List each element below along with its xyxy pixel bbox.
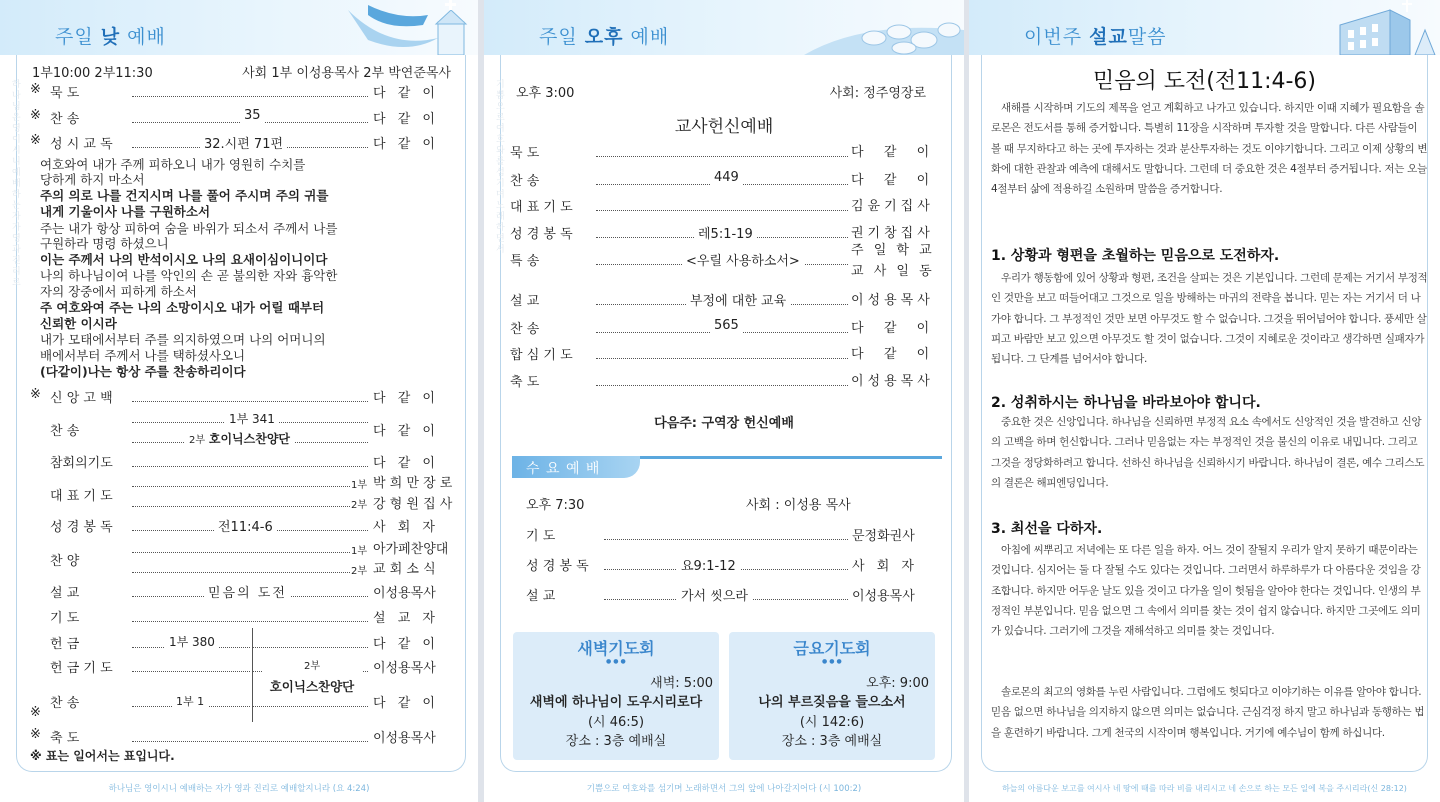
row-label: 기 도: [526, 529, 556, 544]
offering-choir: 호이닉스찬양단: [256, 677, 368, 695]
card-title: 새벽기도회: [577, 639, 655, 658]
row-label: 설 교: [526, 589, 556, 604]
panel-title: 이번주 설교말씀: [1024, 26, 1167, 48]
point-1-body: 우리가 행동함에 있어 상황과 형편, 조건을 살피는 것은 기본입니다. 그런데 문제는 거기서 부정적인 것만을 보고 떠들어대고 그것으로 일을 방해하는 마귀의 전략을 봅니다. 믿는 자는 거기서 더 나가야 합니다. 그 부정적인 것만 보면 아무것도 할 수 없습니다. 그것을 뛰어넘어야 합니다. 풍세만 살피고 바람만 보고 있으면 아무것도 할 것이 없습니다. 그것이 지혜로운 것이라고 생각하면 실패자가 됩니다. 그 단계를 넘어서야 합니다.: [991, 272, 1428, 366]
point-2-heading: 2. 성취하시는 하나님을 바라보아야 합니다.: [991, 395, 1261, 411]
sunday-afternoon-panel: [484, 0, 964, 802]
sermon-title: 믿음의 도전: [204, 582, 291, 601]
building-illustration: [1330, 0, 1440, 55]
row-detail: 565: [710, 318, 743, 333]
footer-verse: 하늘의 아름다운 보고를 여시사 네 땅에 때를 따라 비를 내리시고 네 손으로 하는 모든 일에 복을 주시리라(신 28:12): [1002, 784, 1407, 793]
row-label: 찬 송: [510, 322, 540, 337]
hymn-1st: 1부 341: [225, 410, 279, 427]
row-label: 설 교: [50, 586, 80, 601]
row-detail: 레5:1-19: [694, 223, 757, 242]
service-time: 오후 3:00: [516, 86, 575, 101]
point-3-body: 아침에 씨뿌리고 저녁에는 또 다른 일을 하자. 어느 것이 잘될지 우리가 알지 못하기 때문이라는 것입니다. 심지어는 둘 다 잘될 수도 있다는 것입니다. 그러면서 하루하루가 다 아름다운 것임을 강조합니다. 하지만 어두운 날도 있을 것이고 다가올 일이 헛됨을 알아야 한다는 것입니다. 인생의 부정적인 부분입니다. 믿음 없으면 그 속에서 의미를 찾는 것이 쉽지 않습니다. 하지만 그곳에도 의미가 있습니다. 그러기에 그것을 재해석하고 의미를 찾는 것입니다.: [991, 544, 1421, 638]
card-title: 금요기도회: [793, 639, 871, 658]
card-subtitle: 새벽에 하나님이 도우시리로다: [529, 695, 703, 710]
row-person: 다 같 이: [373, 696, 439, 711]
panel-title: 주일 낮 예배: [55, 26, 166, 48]
row-person: 문정화권사: [852, 529, 915, 544]
card-ref: (시 142:6): [799, 715, 865, 730]
sermon-panel: [969, 0, 1440, 802]
row-label: 찬 송: [50, 696, 80, 711]
row-person: 사 회 자: [373, 520, 439, 535]
row-person: 권기창집사: [851, 226, 934, 241]
row-person: 이성용목사: [851, 374, 934, 389]
row-label: 축 도: [50, 731, 80, 746]
row-person: 다 같 이: [851, 145, 934, 160]
row-detail: 449: [710, 170, 743, 185]
row-label: 성 경 봉 독: [510, 227, 573, 242]
service-leader: 사회: 정주영장로: [829, 86, 926, 101]
row-person: 사 회 자: [852, 559, 918, 574]
row-person: 이성용목사: [373, 661, 436, 676]
row-label: 설 교: [510, 294, 540, 309]
row-label: 참회의기도: [50, 456, 113, 471]
service-times: 1부10:00 2부11:30: [32, 66, 153, 81]
row-detail: <우릴 사용하소서>: [682, 250, 804, 269]
footer-verse: 기쁨으로 여호와를 섬기며 노래하면서 그의 앞에 나아갈지어다 (시 100:2): [586, 784, 862, 794]
panel-title: 주일 오후 예배: [539, 26, 670, 48]
wed-time: 오후 7:30: [526, 498, 585, 513]
scripture-ref: 전11:4-6: [214, 516, 277, 535]
row-detail: 요9:1-12: [677, 555, 740, 574]
panel-header: [969, 0, 1440, 55]
card-ref: (시 46:5): [587, 715, 645, 730]
service-title: 교사헌신예배: [674, 117, 774, 137]
hymn-number: 35: [240, 108, 265, 123]
row-label: 묵 도: [510, 146, 540, 161]
row-label: 찬 양: [50, 554, 80, 569]
row-person: 다 같 이: [373, 137, 439, 152]
panel-header: [0, 0, 478, 55]
wed-leader: 사회 : 이성용 목사: [746, 498, 851, 513]
row-person: 다 같 이: [373, 391, 439, 406]
closing-paragraph: 솔로몬의 최고의 영화를 누린 사람입니다. 그럼에도 헛되다고 이야기하는 이유를 알아야 합니다. 믿음 없으면 하나님을 의지하지 않으면 의미는 없습니다. 근심걱정 하지 말고 하나님과 동행하는 법을 훈련하기 바랍니다. 그게 천국의 시작이며 행복입니다. 거기에 예수님이 함께 하십니다.: [991, 686, 1425, 739]
row-person: 이성용목사: [373, 731, 436, 746]
card-place: 장소 : 3층 예배실: [565, 734, 667, 749]
row-person: 이성용목사: [373, 586, 436, 601]
row-person: 다 같 이: [373, 637, 439, 652]
point-2-body: 중요한 것은 신앙입니다. 하나님을 신뢰하면 부정적 요소 속에서도 신앙적인 것을 발견하고 신앙의 고백을 하며 헌신합니다. 그러나 믿음없는 자는 부정적인 것을 불신의 이유로 내밉니다. 그리고 그것을 정당화하려고 합니다. 선하신 하나님을 신뢰하시기 바랍니다. 하나님이 결론, 예수 그리스도의 결론은 해피엔딩입니다.: [991, 416, 1425, 489]
church-illustration: [328, 0, 478, 55]
row-label: 대 표 기 도: [510, 200, 573, 215]
standing-note: ※ 표는 일어서는 표입니다.: [30, 749, 175, 763]
row-detail: 부정에 대한 교육: [686, 290, 790, 309]
point-3-heading: 3. 최선을 다하자.: [991, 521, 1103, 537]
row-person: 주 일 학 교 교 사 일 동: [851, 243, 935, 279]
row-label: 대 표 기 도: [50, 489, 113, 504]
row-label: 찬 송: [50, 424, 80, 439]
dawn-prayer-card: 새벽기도회 ●●● 새벽: 5:00 새벽에 하나님이 도우시리로다 (시 46:5) 장소 : 3층 예배실: [513, 632, 719, 760]
row-person: 아가페찬양대: [373, 542, 449, 557]
service-leader: 사회 1부 이성용목사 2부 박연준목사: [242, 66, 451, 81]
sheep-illustration: [804, 0, 964, 55]
row-label: 찬 송: [50, 112, 80, 127]
row-detail: 가서 씻으라: [677, 585, 752, 604]
next-week-notice: 다음주: 구역장 헌신예배: [654, 416, 794, 431]
footer-verse: 하나님은 영이시니 예배하는 자가 영과 진리로 예배할지니라 (요 4:24): [108, 784, 370, 794]
card-place: 장소 : 3층 예배실: [781, 734, 883, 749]
row-person: 김윤기집사: [851, 199, 934, 214]
sermon-title: 믿음의 도전(전11:4-6): [1092, 69, 1316, 94]
panel-header: [484, 0, 964, 55]
sermon-intro: 새해를 시작하며 기도의 제목을 얻고 계획하고 나가고 있습니다. 하지만 이때 지혜가 필요함을 솔로몬은 전도서를 통해 증거합니다. 특별히 11장을 시작하며 투자할 것을 말합니다. 다른 사람들이 볼 때 무지하다고 하는 곳에 투자하는 것과 분산투자하는 것도 이야기합니다. 그리고 이제 상황의 변화에 대한 관찰과 예측에 대해서도 말합니다. 그런데 더 중요한 것은 4절부터 증거됩니다. 저는 오늘 4절부터 삶에 적용하길 소원하며 말씀을 증거합니다.: [991, 102, 1428, 196]
row-person: 이성용목사: [852, 589, 915, 604]
point-1-heading: 1. 상황과 형편을 초월하는 믿음으로 도전하자.: [991, 248, 1280, 264]
row-label: 기 도: [50, 611, 80, 626]
watermark-text: 하나님은영이시니예배하는자가영과진리로: [12, 80, 21, 288]
row-person: 다 같 이: [373, 86, 439, 101]
hymn-1st: 1부 1: [172, 693, 208, 709]
row-person: 박 희 만 장 로: [373, 476, 453, 491]
row-person: 설 교 자: [373, 611, 439, 626]
reading-ref: 32.시편 71편: [200, 133, 287, 152]
row-person: 다 같 이: [851, 173, 934, 188]
row-label: 찬 송: [510, 174, 540, 189]
offering-hymn: 1부 380: [165, 633, 219, 650]
row-label: 헌 금 기 도: [50, 661, 113, 676]
row-label: 특 송: [510, 254, 540, 269]
row-person: 다 같 이: [373, 456, 439, 471]
row-label: 신 앙 고 백: [50, 391, 113, 406]
row-label: 축 도: [510, 375, 540, 390]
watermark-text: 기쁨으로여호와를섬기며노래하면서: [496, 80, 505, 255]
row-label: 성 경 봉 독: [50, 520, 113, 535]
card-time: 오후: 9:00: [866, 676, 929, 691]
row-label: 묵 도: [50, 86, 80, 101]
row-person: 다 같 이: [373, 112, 439, 127]
row-label: 헌 금: [50, 637, 80, 652]
sunday-morning-panel: 주일 낮 예배 하나님은영이시니예배하는자가영과진리로 1부10:00 2부11:30 사회 1부 이성용목사 2부 박연준목사 ※ 묵 도 다 같 이 ※ 찬 송 35 다 같 이 ※ 성 시 교 독 32.시편 71편 다 같 이 여호와여 내가 주께 피하오니 내가 영원히 수치를 당하게 하지 마소서 주의 의로 나를 건지시며 나를 풀어 주시며 주의 귀를 내게 기울이사 나를 구원하소서 주는 내가 항상 피하여 숨을 바위가 되소서 주께서 나를 구원하라 명령 하셨으니 이는 주께서 나의 반석이시오 나의 요새이심이니이다 나의 하나님이여 나를 악인의 손 곧 불의한 자와 흉악한 자의 장중에서 피하게 하소서 주 여호와여 주는 나의 소망이시오 내가 어릴 때부터 신뢰한 이시라 내가 모태에서부터 주를 의지하였으며 나의 어머니의 배에서부터 주께서 나를 택하셨사오니 (다같이)나는 항상 주를 찬송하리이다 ※ 신 앙 고 백 다 같 이 찬 송 1부 341 2부 호이닉스찬양단 다 같 이 참회의기도 다 같 이 대 표 기 도 1부 박 희 만 장 로 2부 강 형 원 집 사 성 경 봉 독 전11:4-6 사 회 자 찬 양 1부 아가페찬양대 2부 교 회 소 식 설 교 믿음의 도전 이성용목사 기 도 설 교 자 헌 금 1부 380 헌 금 기 도 ※ 찬 송 1부 1 2부 호이닉스찬양단 다 같 이 이성용목사 다 같 이 ※ 축 도 이성용목사 ※ 표는 일어서는 표입니다. 하나님은 영이시니 예배하는 자가 영과 진리로 예배할지니라 (요 4:24): [0, 0, 478, 802]
hymn-2nd: 2부 호이닉스찬양단: [185, 430, 294, 447]
row-label: 성 시 교 독: [50, 137, 113, 152]
row-person: 강 형 원 집 사: [373, 497, 453, 512]
row-person: 교 회 소 식: [373, 562, 436, 577]
row-label: 합 심 기 도: [510, 348, 573, 363]
row-person: 다 같 이: [851, 347, 934, 362]
row-label: 성 경 봉 독: [526, 559, 589, 574]
row-person: 다 같 이: [373, 424, 439, 439]
card-time: 새벽: 5:00: [650, 676, 713, 691]
row-person: 이성용목사: [851, 293, 934, 308]
card-subtitle: 나의 부르짖음을 들으소서: [758, 695, 906, 710]
friday-prayer-card: 금요기도회 ●●● 오후: 9:00 나의 부르짖음을 들으소서 (시 142:6) 장소 : 3층 예배실: [729, 632, 935, 760]
wednesday-service-tab: 수 요 예 배: [512, 456, 640, 478]
row-person: 다 같 이: [851, 321, 934, 336]
